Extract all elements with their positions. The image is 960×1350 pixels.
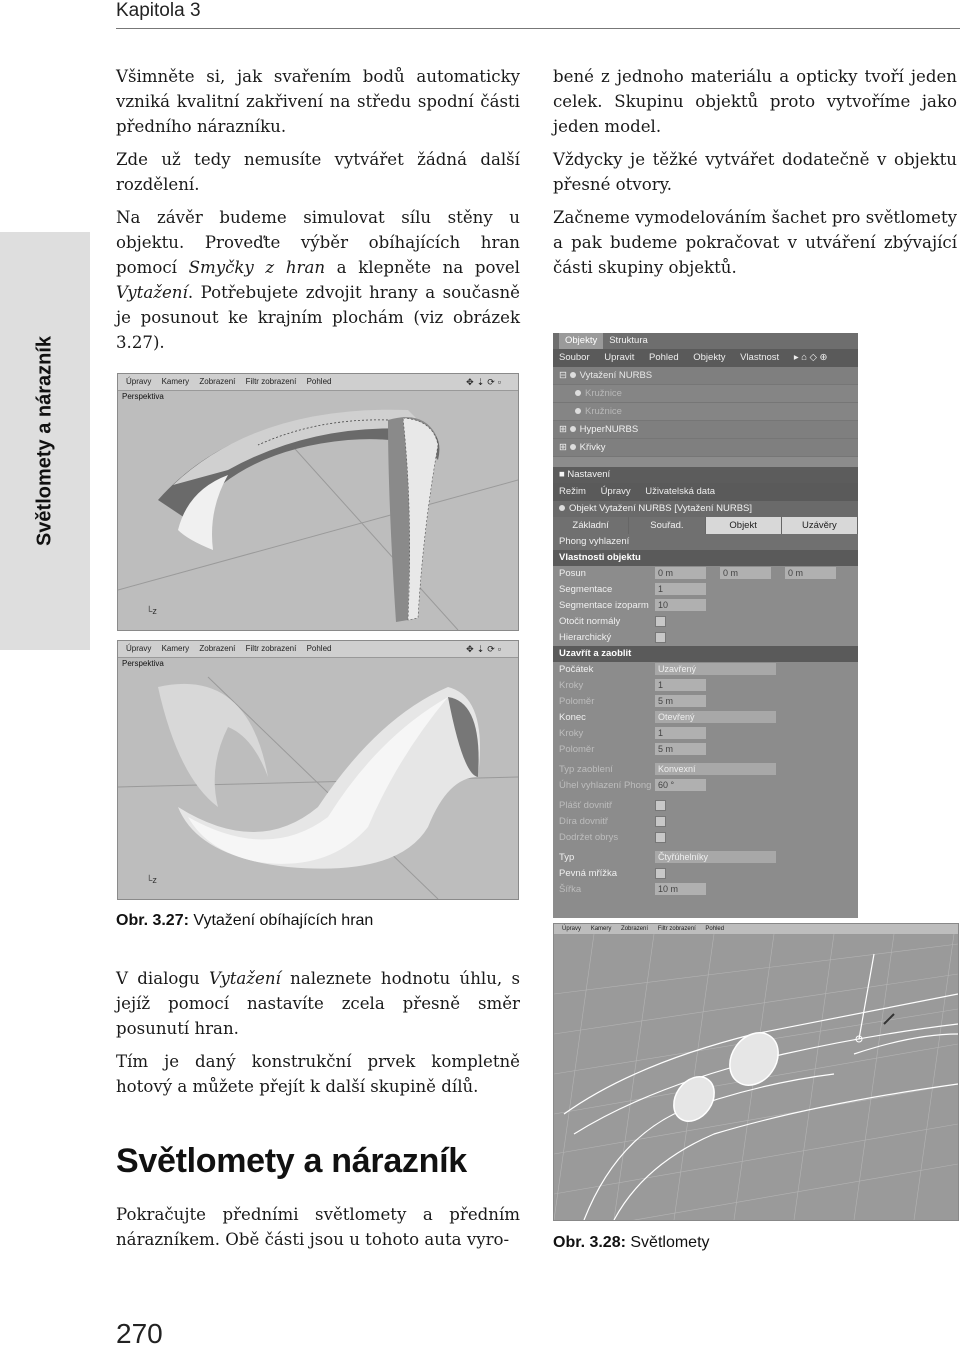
type-dropdown[interactable]: Čtyřúhelníky <box>655 851 776 863</box>
viewport-label: Perspektiva <box>122 392 164 401</box>
menu-item[interactable]: Úpravy <box>126 644 152 653</box>
menu-item[interactable]: Kamery <box>161 644 190 653</box>
tab-structure[interactable]: Struktura <box>609 335 648 346</box>
toolbar-icons[interactable]: ▸ ⌂ ◇ ⊕ <box>793 352 828 363</box>
attr-start: Počátek Uzavřený <box>553 662 858 678</box>
menu-edit[interactable]: Úpravy <box>600 486 631 497</box>
menu-mode[interactable]: Režim <box>559 486 586 497</box>
paragraph <box>116 205 520 355</box>
section-body <box>116 1202 520 1260</box>
section-heading: Světlomety a nárazník <box>116 1142 467 1180</box>
panel-menu <box>553 349 858 367</box>
attr-type: Typ Čtyřúhelníky <box>553 850 858 866</box>
circle-icon <box>575 390 581 396</box>
attribute-tabs <box>553 517 858 534</box>
attr-constrain: Dodržet obrys <box>553 830 858 846</box>
paragraph: bené z jednoho materiálu a opticky tvoří jeden celek. Skupinu objektů proto vytvoříme jako jeden model. <box>553 67 957 136</box>
axis-indicator: └z <box>146 606 157 616</box>
attr-radius: Poloměr 5 m <box>553 694 858 710</box>
hull-inward-checkbox[interactable] <box>655 800 666 811</box>
attr-phong-angle: Úhel vyhlazení Phong 60 ° <box>553 778 858 794</box>
caption-text: Vytažení obíhajících hran <box>188 912 374 929</box>
attr-steps: Kroky 1 <box>553 678 858 694</box>
attr-hierarchical: Hierarchický <box>553 630 858 646</box>
object-name: Kružnice <box>585 388 622 399</box>
hierarchical-checkbox[interactable] <box>655 632 666 643</box>
menu-item[interactable]: Filtr zobrazení <box>245 377 297 386</box>
move-x-field[interactable]: 0 m <box>655 567 706 579</box>
caption-text: Světlomety <box>625 1234 710 1251</box>
radius-field-2[interactable]: 5 m <box>655 743 706 755</box>
attr-regular-grid: Pevná mřížka <box>553 866 858 882</box>
circle-icon <box>575 408 581 414</box>
move-y-field[interactable]: 0 m <box>720 567 771 579</box>
phong-angle-field[interactable]: 60 ° <box>655 779 706 791</box>
attr-hole-inward: Díra dovnitř <box>553 814 858 830</box>
settings-menu <box>553 483 858 501</box>
page-number: 270 <box>116 1318 163 1349</box>
headlight-wireframe <box>554 934 958 1220</box>
attr-fillet-type: Typ zaoblení Konvexní <box>553 762 858 778</box>
tab-object[interactable]: Objekt <box>706 517 782 534</box>
regular-grid-checkbox[interactable] <box>655 868 666 879</box>
viewport-top <box>117 373 519 631</box>
viewport-bottom <box>117 640 519 900</box>
wheel-arch-render <box>118 390 518 630</box>
paragraph: Všimněte si, jak svařením bodů automaticky vzniká kvalitní zakřivení na středu spodní části předního nárazníku. <box>116 67 520 136</box>
text-run: Na závěr budeme simulovat sílu stěny u objektu. Proveďte výběr obíhajících hran pomocí <box>116 208 520 277</box>
menu-item[interactable]: Filtr zobrazení <box>245 644 297 653</box>
start-dropdown[interactable]: Uzavřený <box>655 663 776 675</box>
attr-end: Konec Otevřený <box>553 710 858 726</box>
menu-item[interactable]: Pohled <box>306 644 332 653</box>
figure-caption-328 <box>553 1234 710 1252</box>
isoparm-field[interactable]: 10 <box>655 599 706 611</box>
object-row[interactable]: ⊟ Vytažení NURBS <box>553 367 858 385</box>
attr-steps-2: Kroky 1 <box>553 726 858 742</box>
paragraph: Tím je daný konstrukční prvek kompletně hotový a můžete přejít k další skupině dílů. <box>116 1052 520 1096</box>
menu-item[interactable]: Kamery <box>161 377 190 386</box>
text-run: . Potřebujete zdvojit hrany a současně je posunout ke krajním plochám (viz obrázek 3.27). <box>116 283 520 352</box>
paragraph: Zde už tedy nemusíte vytvářet žádná další rozdělení. <box>116 150 520 194</box>
nurbs-icon <box>559 505 565 511</box>
attr-width: Šířka 10 m <box>553 882 858 898</box>
axis-indicator: └z <box>146 875 157 885</box>
menu-item[interactable]: Zobrazení <box>199 377 236 386</box>
column-bottom <box>116 966 520 1107</box>
nav-icons[interactable]: ✥⇣⟳▫ <box>466 644 504 654</box>
header-rule <box>116 28 960 29</box>
menu-userdata[interactable]: Uživatelská data <box>645 486 715 497</box>
caption-number: Obr. 3.27: <box>116 912 189 929</box>
object-row[interactable] <box>553 385 858 403</box>
menu-item[interactable]: Úpravy <box>562 926 582 932</box>
tab-caps[interactable]: Uzávěry <box>782 517 858 534</box>
menu-item[interactable]: Kamery <box>590 926 612 932</box>
figure-caption-327 <box>116 912 373 930</box>
paragraph: Vždycky je těžké vytvářet dodatečně v objektu přesné otvory. <box>553 150 957 194</box>
menu-item[interactable]: Zobrazení <box>621 926 649 932</box>
radius-field[interactable]: 5 m <box>655 695 706 707</box>
properties-header: Vlastnosti objektu <box>553 550 858 566</box>
menu-item[interactable]: Zobrazení <box>199 644 236 653</box>
panel-tabs <box>553 333 858 349</box>
column-right <box>553 64 957 288</box>
term-loop: Smyčky z hran <box>188 258 326 277</box>
viewport-menu <box>118 374 518 391</box>
object-row[interactable]: ⊞ Křivky <box>553 439 858 457</box>
tab-phong[interactable]: Phong vyhlazení <box>553 534 858 550</box>
text-run: naleznete hodnotu úhlu, s jejíž pomocí nastavíte zcela přesně směr posunutí hran. <box>116 969 520 1038</box>
object-name: Kružnice <box>585 406 622 417</box>
menu-item[interactable]: Pohled <box>306 377 332 386</box>
object-title: Objekt Vytažení NURBS [Vytažení NURBS] <box>553 501 858 517</box>
end-dropdown[interactable]: Otevřený <box>655 711 776 723</box>
attr-label: Posun <box>559 568 586 579</box>
menu-tags[interactable]: Vlastnost <box>740 352 780 363</box>
text-run: V dialogu <box>116 969 210 988</box>
hypernurbs-icon <box>570 426 576 432</box>
object-manager-panel <box>553 333 858 918</box>
menu-item[interactable]: Úpravy <box>126 377 152 386</box>
spline-icon <box>570 444 576 450</box>
attr-subdivision: Segmentace 1 <box>553 582 858 598</box>
subdivision-field[interactable]: 1 <box>655 583 706 595</box>
attr-move <box>553 566 858 582</box>
wireframe-viewport <box>553 923 959 1221</box>
object-name: HyperNURBS <box>579 424 639 435</box>
chapter-title: Kapitola 3 <box>116 0 201 21</box>
menu-item[interactable]: Pohled <box>705 926 725 932</box>
caption-number: Obr. 3.28: <box>553 1234 626 1251</box>
column-left <box>116 64 520 363</box>
width-field[interactable]: 10 m <box>655 883 706 895</box>
fillet-type-dropdown[interactable]: Konvexní <box>655 763 776 775</box>
object-row[interactable]: ⊞ HyperNURBS <box>553 421 858 439</box>
attr-radius-2: Poloměr 5 m <box>553 742 858 758</box>
attr-hull-inward: Plášť dovnitř <box>553 798 858 814</box>
menu-file[interactable]: Soubor <box>559 352 590 363</box>
object-row[interactable] <box>553 403 858 421</box>
tab-objects[interactable]: Objekty <box>559 333 603 349</box>
bumper-render <box>118 657 518 899</box>
flip-normals-checkbox[interactable] <box>655 616 666 627</box>
settings-label: Nastavení <box>567 469 611 480</box>
constrain-checkbox[interactable] <box>655 832 666 843</box>
caps-header: Uzavřít a zaoblit <box>553 646 858 662</box>
nav-icons[interactable]: ✥⇣⟳▫ <box>466 377 504 387</box>
side-tab-label: Světlomety a nárazník <box>33 335 56 547</box>
menu-item[interactable]: Filtr zobrazení <box>657 926 696 932</box>
term-extrude: Vytažení <box>116 283 188 302</box>
attr-flip-normals: Otočit normály <box>553 614 858 630</box>
settings-header[interactable]: ■ Nastavení <box>553 467 858 483</box>
hole-inward-checkbox[interactable] <box>655 816 666 827</box>
object-name: Křivky <box>579 442 606 453</box>
paragraph <box>116 966 520 1041</box>
viewport-menu <box>118 641 518 658</box>
viewport-label: Perspektiva <box>122 659 164 668</box>
term-extrude: Vytažení <box>209 969 281 988</box>
menu-edit[interactable]: Upravit <box>604 352 635 363</box>
text-run: a klepněte na povel <box>325 258 520 277</box>
steps-field-2[interactable]: 1 <box>655 727 706 739</box>
move-z-field[interactable]: 0 m <box>785 567 836 579</box>
side-tab <box>0 232 90 650</box>
menu-objects[interactable]: Objekty <box>693 352 726 363</box>
attr-isoparm: Segmentace izoparm 10 <box>553 598 858 614</box>
object-name: Vytažení NURBS <box>579 370 653 381</box>
nurbs-icon <box>570 372 576 378</box>
tab-coords[interactable]: Souřad. <box>629 517 705 534</box>
paragraph: Začneme vymodelováním šachet pro světlomety a pak budeme pokračovat v utváření zbývající části skupiny objektů. <box>553 208 957 277</box>
menu-view[interactable]: Pohled <box>649 352 679 363</box>
paragraph: Pokračujte předními světlomety a předním nárazníkem. Obě části jsou u tohoto auta vyro- <box>116 1205 520 1249</box>
steps-field[interactable]: 1 <box>655 679 706 691</box>
tab-basic[interactable]: Základní <box>553 517 629 534</box>
